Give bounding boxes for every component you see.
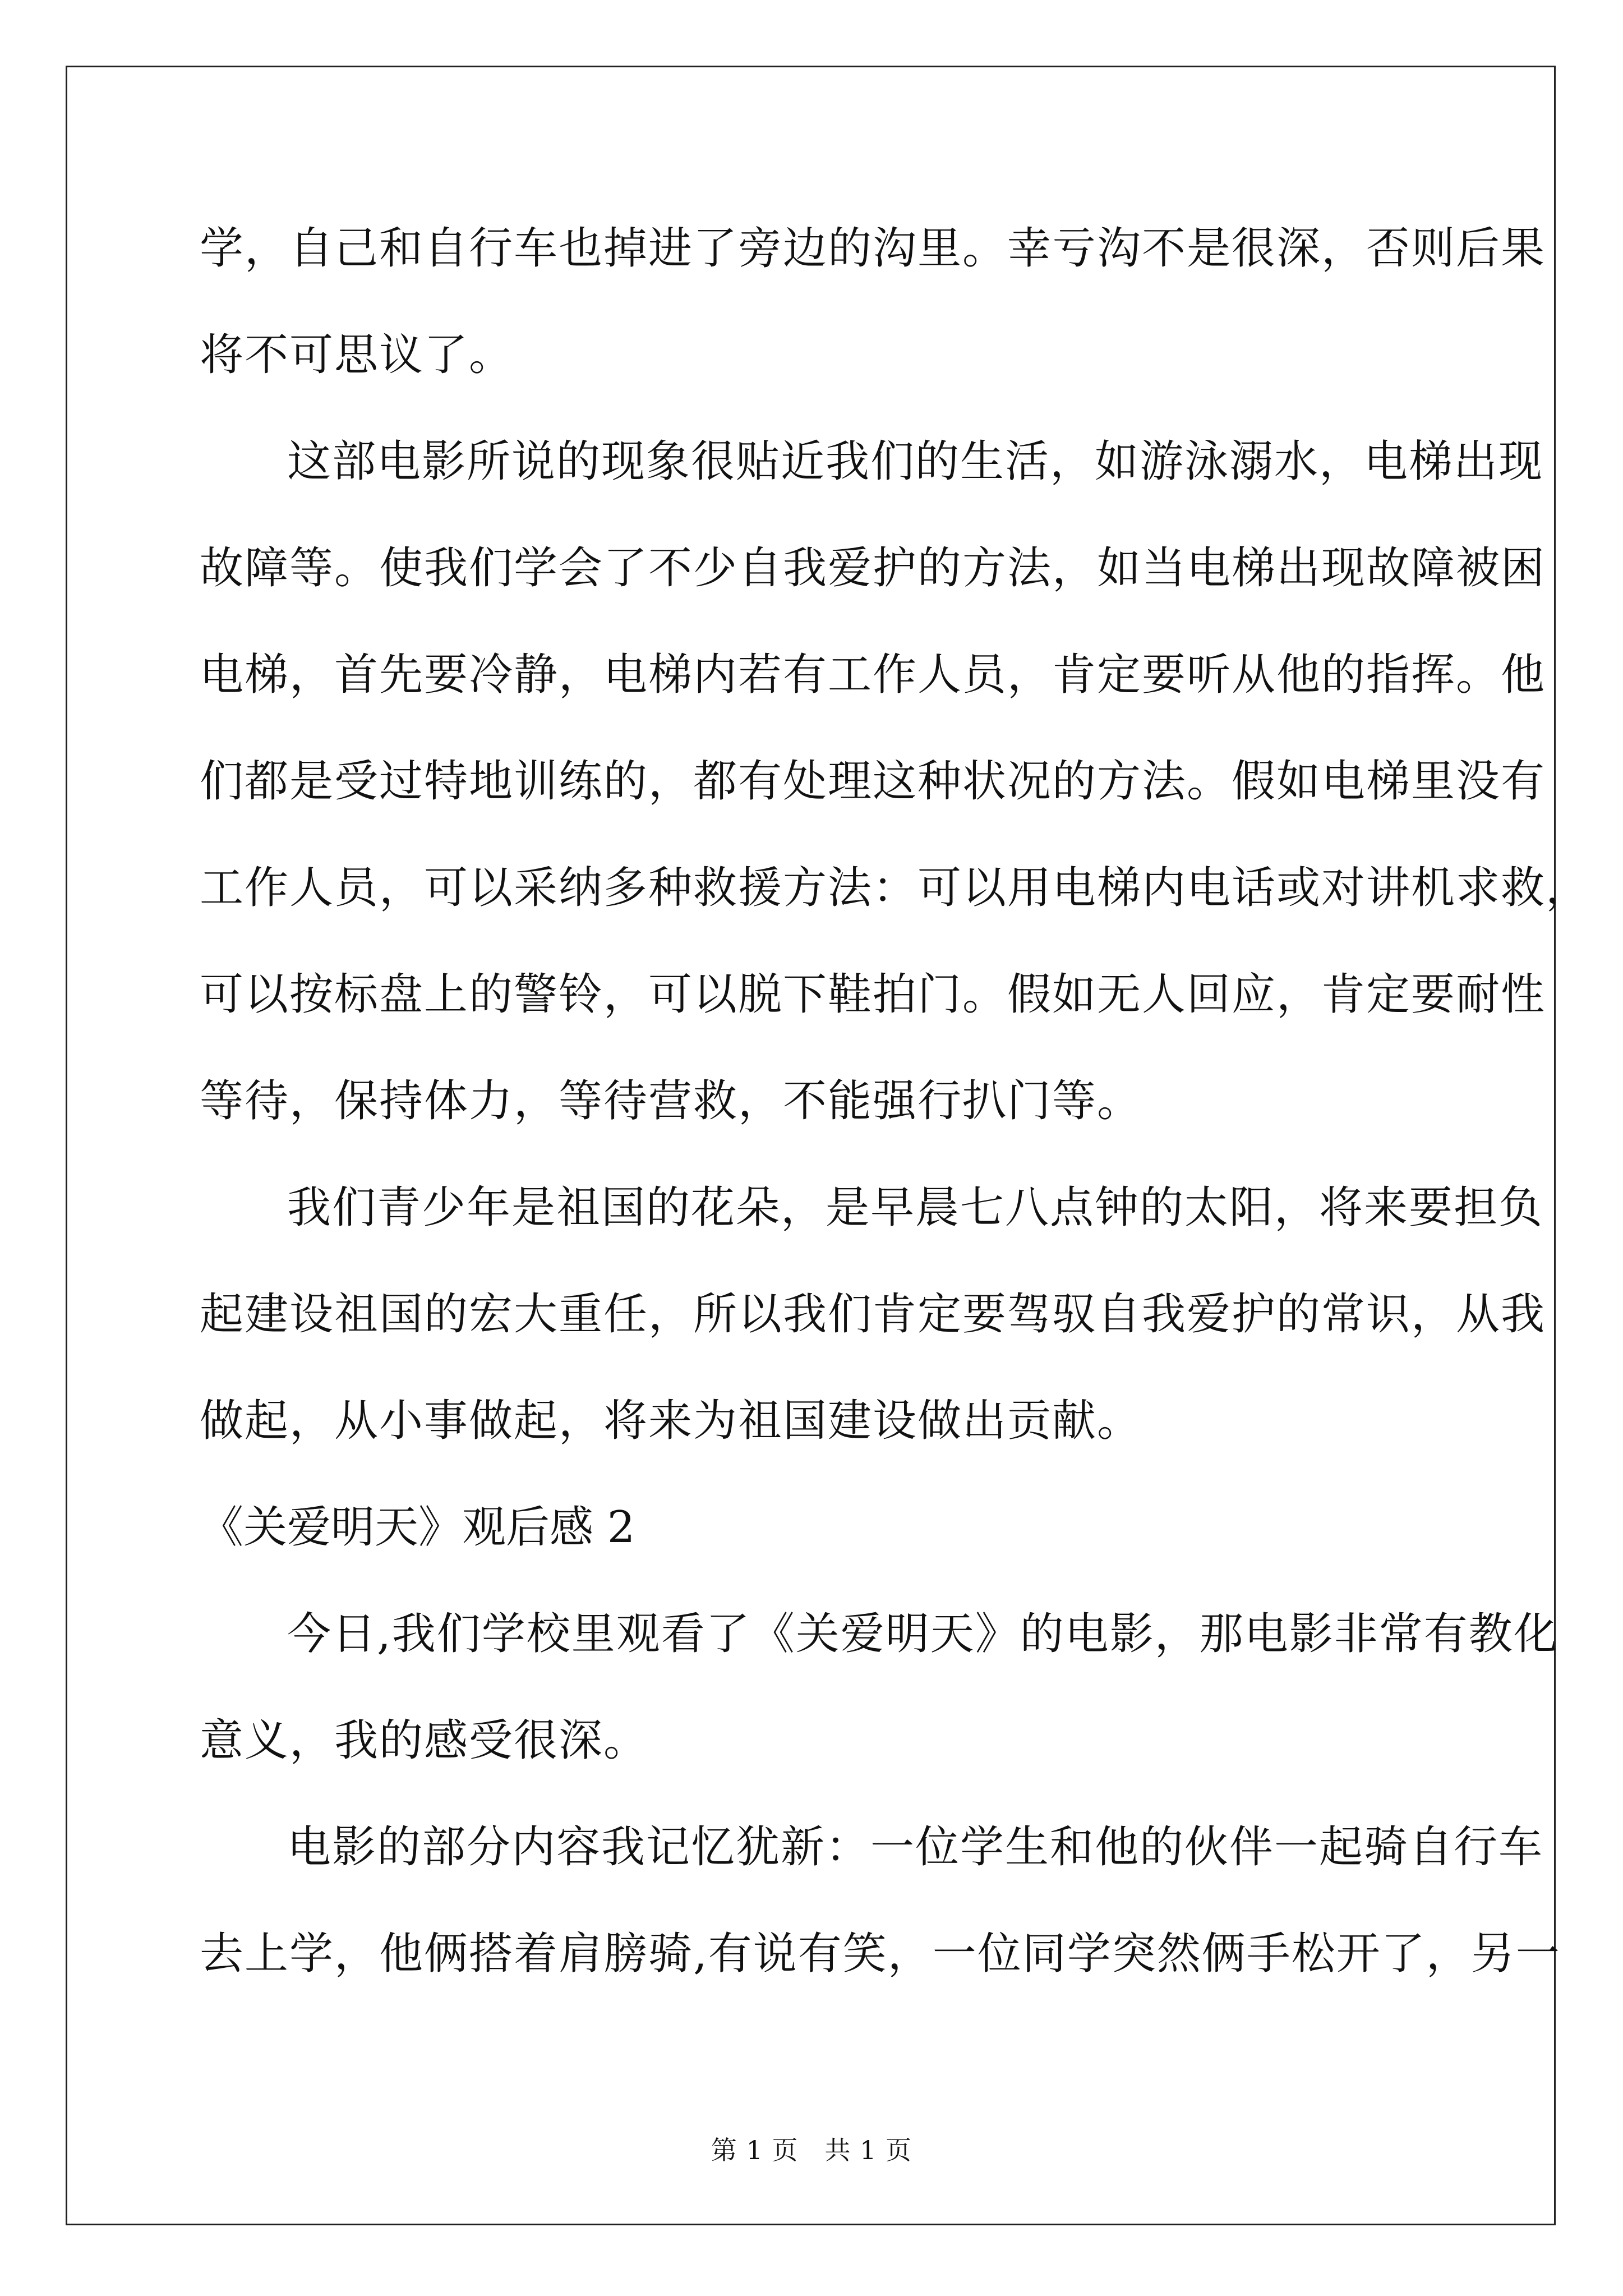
- paragraph-start-line: 电影的部分内容我记忆犹新：一位学生和他的伙伴一起骑自行车: [287, 1822, 1544, 1872]
- text-line: 将不可思议了。: [200, 330, 514, 380]
- text-line: 故障等。使我们学会了不少自我爱护的方法，如当电梯出现故障被困: [200, 543, 1546, 593]
- paragraph-start-line: 我们青少年是祖国的花朵，是早晨七八点钟的太阳，将来要担负: [287, 1182, 1544, 1233]
- text-line: 学，自己和自行车也掉进了旁边的沟里。幸亏沟不是很深，否则后果: [200, 223, 1546, 274]
- text-line: 工作人员，可以采纳多种救援方法：可以用电梯内电话或对讲机求救，: [200, 863, 1591, 913]
- paragraph-start-line: 今日,我们学校里观看了《关爱明天》的电影，那电影非常有教化: [287, 1609, 1559, 1659]
- page-number-footer: 第 1 页 共 1 页: [711, 2135, 912, 2165]
- document-body: [200, 222, 1591, 1981]
- text-line: 起建设祖国的宏大重任，所以我们肯定要驾驭自我爱护的常识，从我: [200, 1289, 1546, 1340]
- paragraph-start-line: 这部电影所说的现象很贴近我们的生活，如游泳溺水，电梯出现: [287, 436, 1544, 487]
- text-line: 们都是受过特地训练的，都有处理这种状况的方法。假如电梯里没有: [200, 756, 1546, 807]
- text-line: 意义，我的感受很深。: [200, 1715, 649, 1766]
- text-line: 去上学，他俩搭着肩膀骑,有说有笑，一位同学突然俩手松开了，另一: [200, 1929, 1561, 1979]
- text-line: 等待，保持体力，等待营救，不能强行扒门等。: [200, 1076, 1142, 1126]
- section-heading: 《关爱明天》观后感 2: [200, 1502, 635, 1553]
- text-line: 做起，从小事做起，将来为祖国建设做出贡献。: [200, 1396, 1142, 1446]
- text-line: 可以按标盘上的警铃，可以脱下鞋拍门。假如无人回应，肯定要耐性: [200, 969, 1546, 1020]
- text-line: 电梯，首先要冷静，电梯内若有工作人员，肯定要听从他的指挥。他: [200, 650, 1546, 700]
